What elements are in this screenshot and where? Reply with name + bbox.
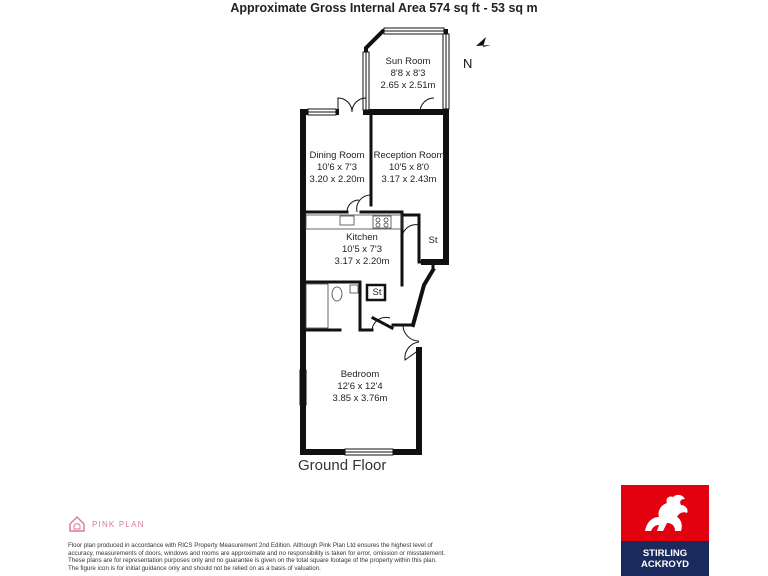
brand-line-1: STIRLING <box>642 547 688 559</box>
disclaimer-text: Floor plan produced in accordance with RICS Property Measurement 2nd Edition. Although Pink Plan Ltd ensures the highest level of accuracy, measurements of doors, windows and rooms are approximate and no responsibility is taken for error, omission or misstatement. These plans are for representation purposes only and no guarantee is given on the total square footage of the property within this plan. The figure icon is for initial guidance only and should not be relied on as a basis of valuation. <box>68 542 446 572</box>
toilet-icon <box>332 287 342 301</box>
hob-icon <box>373 216 391 228</box>
svg-text:10'6 x 7'3: 10'6 x 7'3 <box>316 162 358 173</box>
svg-text:Reception Room: Reception Room <box>373 150 445 161</box>
griffin-icon <box>621 485 709 541</box>
store-label: St <box>372 287 382 298</box>
svg-text:Bedroom: Bedroom <box>340 369 380 380</box>
sun-room-label <box>381 56 436 91</box>
area-title: Approximate Gross Internal Area 574 sq ft - 53 sq m <box>230 1 538 15</box>
pink-plan-logo <box>68 515 145 533</box>
svg-text:12'6 x 12'4: 12'6 x 12'4 <box>337 381 383 392</box>
house-icon <box>68 515 86 533</box>
bedroom-label <box>333 369 388 404</box>
svg-text:8'8 x 8'3: 8'8 x 8'3 <box>390 68 426 79</box>
basin-icon <box>350 285 358 293</box>
store-label: St <box>428 235 438 246</box>
svg-text:10'5 x 7'3: 10'5 x 7'3 <box>341 244 383 255</box>
reception-room-label <box>374 150 445 185</box>
svg-text:Kitchen: Kitchen <box>346 232 378 243</box>
shower-icon <box>306 284 328 328</box>
svg-text:N: N <box>463 56 473 71</box>
compass-icon <box>463 37 491 71</box>
svg-text:3.85 x 3.76m: 3.85 x 3.76m <box>332 393 388 404</box>
floor-label: Ground Floor <box>298 457 387 474</box>
svg-text:Dining Room: Dining Room <box>309 150 365 161</box>
pink-plan-text: PINK PLAN <box>92 519 145 529</box>
svg-text:10'5 x 8'0: 10'5 x 8'0 <box>388 162 430 173</box>
svg-text:2.65 x 2.51m: 2.65 x 2.51m <box>380 80 436 91</box>
dining-room-label <box>310 150 365 185</box>
svg-text:3.17 x 2.43m: 3.17 x 2.43m <box>381 174 437 185</box>
svg-text:Sun Room: Sun Room <box>385 56 431 67</box>
sink-icon <box>340 216 354 225</box>
brand-line-2: ACKROYD <box>640 558 690 570</box>
kitchen-label <box>335 232 390 267</box>
svg-text:3.17 x 2.20m: 3.17 x 2.20m <box>334 256 390 267</box>
svg-text:3.20 x 2.20m: 3.20 x 2.20m <box>309 174 365 185</box>
stirling-ackroyd-logo <box>621 485 709 576</box>
